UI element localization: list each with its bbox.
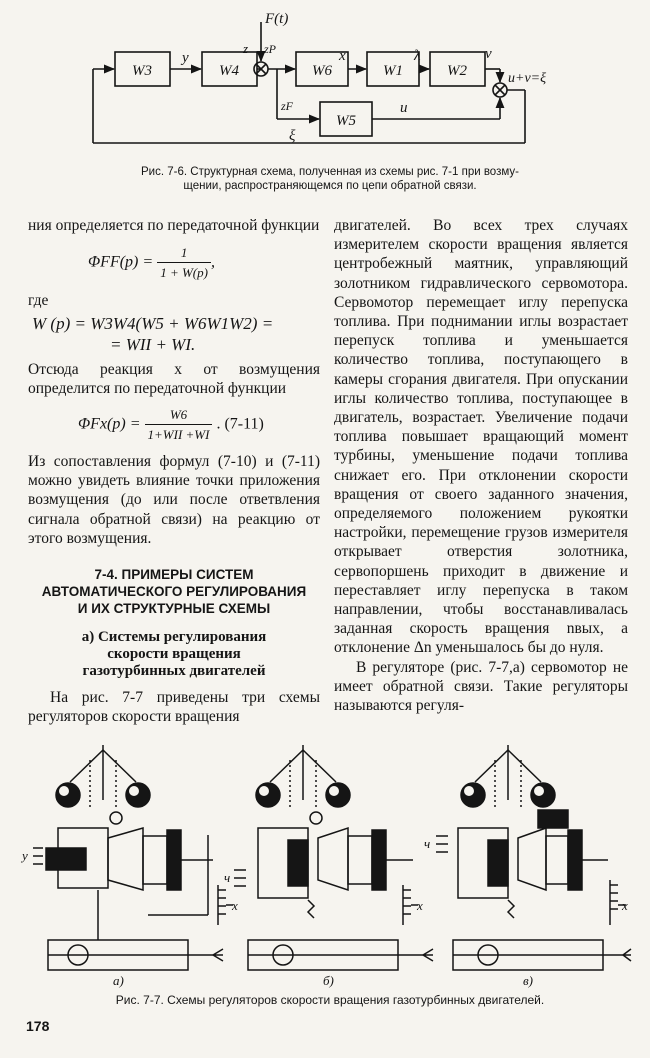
w5-label: W5 [336,113,356,129]
w1-label: W1 [383,63,403,79]
subsection-heading [28,629,320,680]
signal-x: x [339,48,346,64]
formula-phi-fx [78,405,320,444]
formula-w-line2: = WII + WI. [110,335,196,355]
scheme-b-label: б) [323,973,334,988]
section-heading [28,566,320,617]
scheme-c [436,745,631,970]
scheme-b-x-label: x [417,898,423,913]
formula-phi-ff-denominator: 1 + W(p) [160,265,208,281]
figure-7-6-caption-line2: щении, распространяющемся по цепи обратной связи. [183,180,477,192]
right-paragraph-2: В регуляторе (рис. 7-7,а) сервомотор не имеет обратной связи. Такие регуляторы называются регуля- [334,658,628,715]
signal-u: u [400,100,408,116]
scheme-b [234,745,433,970]
figure-7-7-caption: Рис. 7-7. Схемы регуляторов скорости вращения газотурбинных двигателей. [115,993,545,1007]
formula-phi-ff-numerator: 1 [157,243,211,263]
signal-v: v [485,46,492,62]
scheme-a [33,745,233,970]
scheme-a-y-label: у [22,848,28,863]
scheme-c-q-label: ч [424,836,431,851]
formula-phi-ff-lhs: ΦFF(p) = [88,253,154,271]
scheme-c-label: в) [523,973,533,988]
scheme-b-q-label: ч [224,870,231,885]
w2-label: W2 [447,63,467,79]
left-paragraph-2: Отсюда реакция x от возмущения определится по передаточной функции [28,361,320,398]
left-paragraph-1: ния определяется по передаточной функции [28,217,320,234]
formula-w-line1: W (p) = W3W4(W5 + W6W1W2) = [32,313,274,333]
formula-phi-ff-tail: , [210,253,215,271]
word-gde: где [28,291,49,309]
scheme-a-label: а) [113,973,124,988]
scheme-a-x-label: x [232,898,238,913]
figure-7-6-caption [70,165,590,193]
left-paragraph-4: На рис. 7-7 приведены три схемы регуляторов скорости вращения [28,689,320,726]
formula-phi-fx-lhs: ΦFx(p) = [78,415,141,432]
left-column [28,216,320,726]
formula-phi-ff [88,243,320,282]
signal-sum: u+v=ξ [508,71,547,86]
formula-phi-fx-denominator: 1+WII +WI [147,426,210,442]
signal-ft: F(t) [265,11,289,27]
signal-z: z [243,41,249,56]
formula-phi-fx-numerator: W6 [145,405,213,425]
formula-phi-fx-fraction [145,405,213,444]
section-heading-line3: И ИХ СТРУКТУРНЫЕ СХЕМЫ [77,601,271,617]
signal-xi: ξ [289,128,296,144]
right-paragraph-1: двигателей. Во всех трех случаях измерителем скорости вращения является центробежный маятник, управляющий золотником гидравлического сервомотора. Сервомотор перемещает иглу перепуска топлива. При поднимании иглы возрастает перепуск топлива и уменьшается количество топлива, поступающего в камеры сгорания двигателя. При опускании иглы количество топлива, поступающее в двигатель, возрастает. Увеличение подачи топлива повышает вращающий момент турбины, уменьшение подачи топлива снижает его. При отклонении скорости вращения от своего заданного значения, определяемого положением рукоятки настройки, перемещение грузов измерителя открывает отверстия золотника, сервопоршень приходит в движение и переставляет иглу перепуска в таком направлении, чтобы восстанавливалась заданная скорость вращения nвых, а отклонение Δn уменьшалось бы до нуля. [334,217,628,657]
subsection-heading-line3: газотурбинных двигателей [82,663,266,680]
page-number: 178 [26,1018,50,1034]
signal-y: y [182,50,189,66]
section-heading-line2: АВТОМАТИЧЕСКОГО РЕГУЛИРОВАНИЯ [41,584,307,600]
figure-7-6-block-diagram [80,8,580,158]
figure-7-7-regulator-schemes [18,740,638,990]
w6-label: W6 [312,63,332,79]
formula-phi-ff-fraction [157,243,211,282]
signal-zf: zF [281,99,293,113]
left-paragraph-3: Из сопоставления формул (7-10) и (7-11) можно увидеть влияние точки приложения возмущения (до или после ответвления сигнала обратной связи) на реакцию от этого возмущения. [28,453,320,547]
scheme-c-x-label: x [622,898,628,913]
subsection-heading-line2: скорости вращения [107,646,241,663]
w4-label: W4 [219,63,239,79]
right-column [334,216,628,715]
subsection-heading-line1: а) Системы регулирования [81,629,267,646]
signal-zp: zP [264,42,276,56]
signal-lambda: λ [414,48,421,64]
section-heading-line1: 7-4. ПРИМЕРЫ СИСТЕМ [94,567,254,583]
figure-7-6-caption-line1: Рис. 7-6. Структурная схема, полученная из схемы рис. 7-1 при возму- [141,166,519,178]
formula-number-7-11: . (7-11) [216,415,264,432]
w3-label: W3 [132,63,152,79]
